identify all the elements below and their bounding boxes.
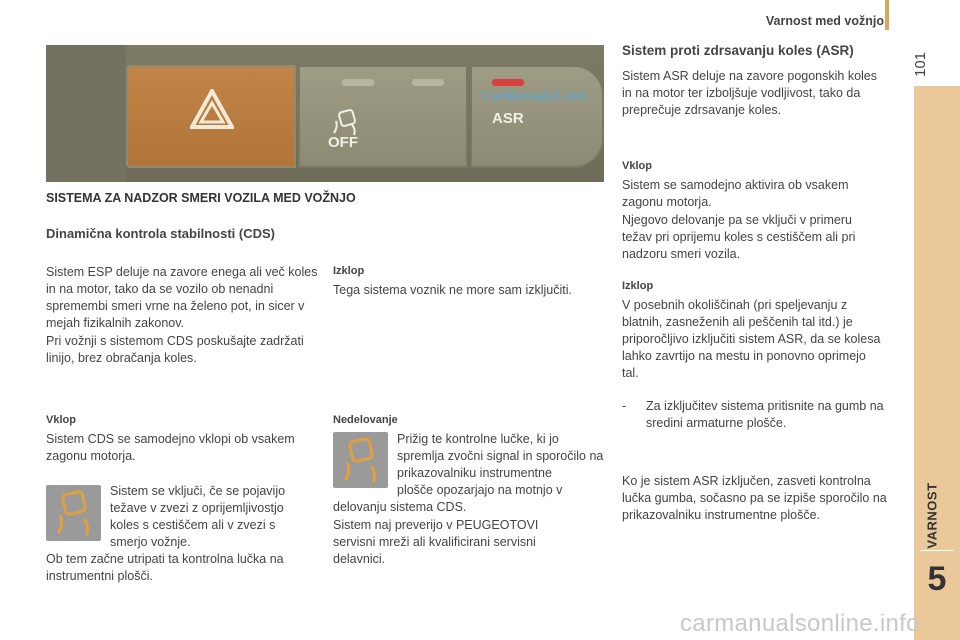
footer-watermark: carmanualsonline.info (680, 610, 920, 637)
cds-warning-lamp-icon (46, 485, 101, 541)
hazard-warning-button (126, 65, 296, 168)
cds-heading: Dinamična kontrola stabilnosti (CDS) (46, 226, 275, 241)
nedelovanje-paragraph-2: Sistem naj preverijo v PEUGEOTOVI servisni mreži ali kvalificirani servisni delavnici. (333, 518, 539, 566)
photo-overlay-text: CarManuals2.com (482, 88, 588, 103)
bullet-dash: - (622, 399, 627, 413)
vklop-paragraph-left: Sistem CDS se samodejno vklopi ob vsakem zagonu motorja. (46, 432, 295, 463)
izklop-paragraph-middle: Tega sistema voznik ne more sam izključiti. (333, 283, 572, 297)
cds-paragraph-2: Pri vožnji s sistemom CDS poskušajte zadržati linijo, brez obračanja koles. (46, 334, 304, 365)
esc-led-2 (412, 79, 444, 86)
chapter-label (912, 478, 952, 558)
esc-off-button (298, 65, 468, 168)
izklop-heading-right: Izklop (622, 280, 654, 292)
cds-paragraph-1: Sistem ESP deluje na zavore enega ali več koles in na motor, tako da se vozilo ob nenadni spremembi smeri vrne na želeno pot, in sicer v mejah fizikalnih zakonov. (46, 265, 318, 330)
asr-paragraph: Sistem ASR deluje na zavore pogonskih koles in na motor ter izboljšuje vodljivost, tako da preprečuje zdrsavanje koles. (622, 69, 878, 117)
cds-lamp-description: Sistem se vključi, če se pojavijo težave v zvezi z oprijemljivostjo koles s cestiščem ali v zvezi s smerjo vožnje. (110, 484, 286, 549)
side-band-divider (920, 550, 954, 551)
vklop-paragraph-right-2: Njegovo delovanje pa se vključi v primeru težav pri oprijemu koles s cestiščem ali pri nadzoru smeri vozila. (622, 213, 856, 261)
off-label: OFF (328, 134, 358, 151)
bullet-text: Za izključitev sistema pritisnite na gumb na sredini armaturne plošče. (646, 399, 884, 430)
nedelovanje-lamp-description-3: delovanju sistema CDS. (333, 500, 467, 514)
asr-led (492, 79, 524, 86)
asr-button (470, 65, 604, 168)
nedelovanje-heading: Nedelovanje (333, 414, 398, 426)
esc-led (342, 79, 374, 86)
nedelovanje-lamp-description: Prižig te kontrolne lučke, ki jo spremlja zvočni signal in sporočilo na prikazovalniku instrumentne (397, 432, 604, 480)
vklop-paragraph-right-1: Sistem se samodejno aktivira ob vsakem zagonu motorja. (622, 178, 849, 209)
dashboard-panel (46, 45, 126, 182)
asr-label: ASR (492, 110, 524, 127)
izklop-heading-middle: Izklop (333, 265, 365, 277)
vklop-paragraph-left-2: Ob tem začne utripati ta kontrolna lučka na instrumentni plošči. (46, 552, 284, 583)
chapter-label-text: VARNOST (924, 482, 940, 549)
izklop-paragraph-right: V posebnih okoliščinah (pri speljevanju z blatnih, zasneženih ali peščenih tal itd.) je priporočljivo izključiti sistem ASR, da se kolesa lahko zavrtijo na mestu in ponovno oprimejo tal. (622, 298, 881, 380)
dashboard-buttons-photo (46, 45, 604, 182)
closing-paragraph: Ko je sistem ASR izključen, zasveti kontrolna lučka gumba, sočasno pa se izpiše sporočilo na prikazovalniku instrumentne plošče. (622, 474, 887, 522)
chapter-header: Varnost med vožnjo (765, 14, 884, 28)
header-accent-rule (885, 0, 889, 30)
nedelovanje-lamp-description-2: plošče opozarjajo na motnjo v (397, 483, 563, 497)
vklop-heading-left: Vklop (46, 414, 76, 426)
cds-fault-lamp-icon (333, 432, 388, 488)
section-title: SISTEMA ZA NADZOR SMERI VOZILA MED VOŽNJO (46, 191, 356, 205)
hazard-triangle-icon (190, 89, 234, 129)
vklop-heading-right: Vklop (622, 160, 652, 172)
page-number-text: 101 (912, 51, 930, 78)
skid-car-icon (330, 107, 360, 137)
chapter-number: 5 (927, 560, 947, 598)
page-number (908, 44, 938, 84)
asr-heading: Sistem proti zdrsavanju koles (ASR) (622, 43, 854, 58)
